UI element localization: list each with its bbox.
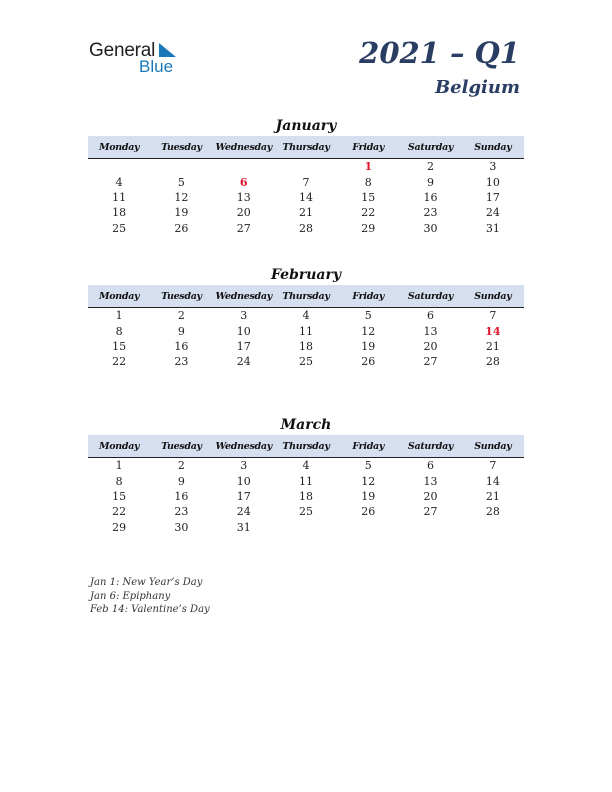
holiday-note: Feb 14: Valentine’s Day — [90, 604, 210, 615]
week-row — [88, 190, 524, 205]
week-row — [88, 159, 524, 174]
weekday-label: Sunday — [474, 290, 512, 302]
day-cell: 30 — [423, 221, 438, 235]
week-row — [88, 205, 524, 220]
weekday-label: Thursday — [282, 290, 330, 302]
day-cell: 10 — [485, 175, 500, 189]
week-row — [88, 174, 524, 189]
month-january — [88, 116, 524, 236]
day-cell: 20 — [423, 489, 438, 503]
day-cell: 5 — [177, 175, 185, 189]
weekday-header — [88, 435, 524, 458]
weekday-label: Friday — [352, 141, 385, 153]
week-row — [88, 504, 524, 519]
week-row — [88, 339, 524, 354]
week-row — [88, 489, 524, 504]
week-row — [88, 354, 524, 369]
logo-blue-text: Blue — [139, 57, 174, 76]
day-cell: 10 — [236, 474, 251, 488]
day-cell: 11 — [298, 474, 313, 488]
day-cell: 3 — [240, 459, 248, 473]
day-cell: 12 — [174, 190, 189, 204]
day-cell: 8 — [115, 324, 123, 338]
day-cell: 20 — [236, 206, 251, 220]
day-cell: 1 — [115, 459, 123, 473]
holiday-notes — [90, 576, 210, 617]
day-cell: 9 — [177, 474, 185, 488]
day-cell: 3 — [489, 160, 497, 174]
calendar-grid — [88, 458, 524, 535]
day-cell: 9 — [177, 324, 185, 338]
month-february — [88, 265, 524, 370]
month-name: March — [280, 417, 332, 433]
day-cell: 9 — [427, 175, 435, 189]
week-row — [88, 458, 524, 473]
month-march — [88, 415, 524, 535]
day-cell: 8 — [364, 175, 372, 189]
day-cell: 17 — [236, 339, 251, 353]
day-cell: 19 — [361, 339, 376, 353]
day-cell: 18 — [298, 339, 313, 353]
weekday-label: Sunday — [474, 141, 512, 153]
weekday-label: Tuesday — [161, 141, 202, 153]
week-row — [88, 473, 524, 488]
day-cell: 25 — [298, 505, 313, 519]
day-cell: 15 — [112, 489, 127, 503]
weekday-label: Thursday — [282, 141, 330, 153]
day-cell: 24 — [485, 206, 500, 220]
day-cell: 16 — [423, 190, 438, 204]
day-cell: 13 — [423, 324, 438, 338]
weekday-label: Monday — [99, 141, 140, 153]
logo-general-text: General — [89, 40, 156, 61]
day-cell: 26 — [174, 221, 189, 235]
weekday-label: Monday — [99, 290, 140, 302]
week-row — [88, 308, 524, 323]
day-cell: 21 — [485, 489, 500, 503]
day-cell: 30 — [174, 520, 189, 534]
day-cell: 31 — [485, 221, 500, 235]
day-cell: 31 — [236, 520, 251, 534]
day-cell: 6 — [427, 459, 435, 473]
day-cell: 29 — [112, 520, 127, 534]
day-cell: 18 — [112, 206, 127, 220]
day-cell: 22 — [112, 505, 127, 519]
day-cell: 2 — [427, 160, 435, 174]
generalblue-logo — [89, 40, 189, 76]
weekday-label: Saturday — [407, 141, 454, 153]
weekday-label: Tuesday — [161, 290, 202, 302]
day-cell: 29 — [361, 221, 376, 235]
weekday-label: Friday — [352, 290, 385, 302]
day-cell: 6 — [427, 309, 435, 323]
weekday-label: Sunday — [474, 440, 512, 452]
day-cell: 18 — [298, 489, 313, 503]
day-cell: 23 — [423, 206, 438, 220]
month-name: February — [270, 267, 341, 283]
day-cell: 2 — [177, 459, 185, 473]
week-row — [88, 323, 524, 338]
day-cell: 6 — [239, 175, 248, 189]
weekday-label: Wednesday — [215, 141, 272, 153]
day-cell: 16 — [174, 489, 189, 503]
day-cell: 23 — [174, 505, 189, 519]
day-cell: 1 — [364, 160, 373, 174]
day-cell: 8 — [115, 474, 123, 488]
calendar-grid — [88, 308, 524, 370]
day-cell: 19 — [174, 206, 189, 220]
day-cell: 5 — [364, 459, 372, 473]
day-cell: 4 — [302, 459, 310, 473]
day-cell: 27 — [423, 355, 438, 369]
day-cell: 2 — [177, 309, 185, 323]
day-cell: 28 — [298, 221, 313, 235]
weekday-label: Thursday — [282, 440, 330, 452]
day-cell: 12 — [361, 324, 376, 338]
day-cell: 5 — [364, 309, 372, 323]
day-cell: 15 — [361, 190, 376, 204]
month-name: January — [275, 118, 337, 134]
day-cell: 27 — [423, 505, 438, 519]
day-cell: 26 — [361, 505, 376, 519]
weekday-label: Saturday — [407, 440, 454, 452]
day-cell: 22 — [112, 355, 127, 369]
day-cell: 28 — [485, 355, 500, 369]
day-cell: 25 — [112, 221, 127, 235]
day-cell: 21 — [298, 206, 313, 220]
day-cell: 4 — [115, 175, 123, 189]
weekday-header — [88, 136, 524, 159]
weekday-label: Wednesday — [215, 290, 272, 302]
day-cell: 3 — [240, 309, 248, 323]
day-cell: 13 — [423, 474, 438, 488]
day-cell: 27 — [236, 221, 251, 235]
day-cell: 24 — [236, 355, 251, 369]
day-cell: 21 — [485, 339, 500, 353]
day-cell: 25 — [298, 355, 313, 369]
day-cell: 20 — [423, 339, 438, 353]
day-cell: 28 — [485, 505, 500, 519]
day-cell: 11 — [298, 324, 313, 338]
day-cell: 26 — [361, 355, 376, 369]
quarter-title: 2021 – Q1 — [359, 36, 520, 70]
day-cell: 24 — [236, 505, 251, 519]
holiday-note: Jan 6: Epiphany — [90, 590, 171, 602]
day-cell: 17 — [236, 489, 251, 503]
day-cell: 10 — [236, 324, 251, 338]
day-cell: 7 — [489, 459, 497, 473]
week-row — [88, 221, 524, 236]
day-cell: 7 — [302, 175, 310, 189]
day-cell: 12 — [361, 474, 376, 488]
weekday-label: Monday — [99, 440, 140, 452]
day-cell: 11 — [112, 190, 127, 204]
calendar-grid — [88, 159, 524, 236]
weekday-label: Tuesday — [161, 440, 202, 452]
day-cell: 1 — [115, 309, 123, 323]
day-cell: 23 — [174, 355, 189, 369]
day-cell: 13 — [236, 190, 251, 204]
logo-flag-icon — [157, 42, 177, 58]
day-cell: 16 — [174, 339, 189, 353]
week-row — [88, 520, 524, 535]
weekday-header — [88, 285, 524, 308]
weekday-label: Wednesday — [215, 440, 272, 452]
country-name: Belgium — [434, 77, 520, 98]
day-cell: 4 — [302, 309, 310, 323]
day-cell: 14 — [485, 474, 500, 488]
weekday-label: Saturday — [407, 290, 454, 302]
holiday-note: Jan 1: New Year’s Day — [90, 577, 203, 588]
day-cell: 14 — [485, 324, 501, 338]
day-cell: 17 — [485, 190, 500, 204]
day-cell: 14 — [298, 190, 313, 204]
day-cell: 22 — [361, 206, 376, 220]
day-cell: 19 — [361, 489, 376, 503]
day-cell: 15 — [112, 339, 127, 353]
weekday-label: Friday — [352, 440, 385, 452]
day-cell: 7 — [489, 309, 497, 323]
